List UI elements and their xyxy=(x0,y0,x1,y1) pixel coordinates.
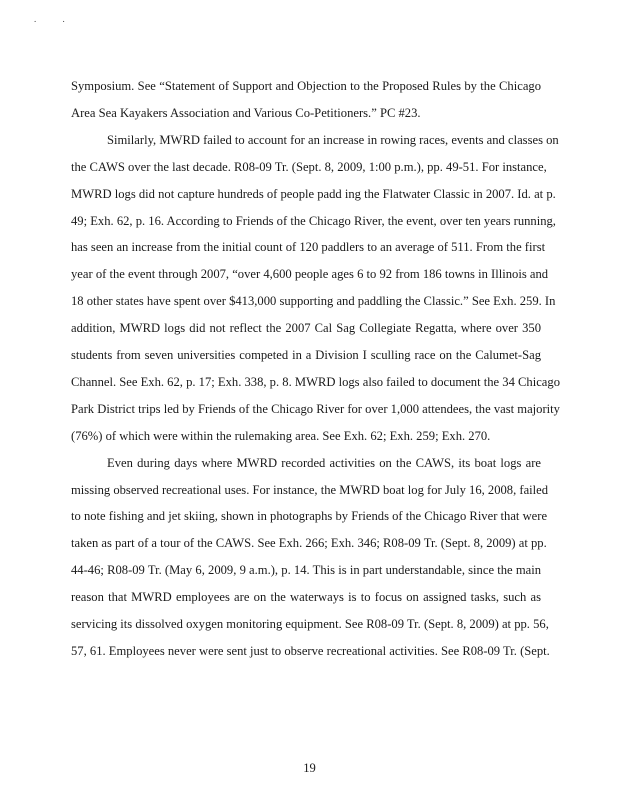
body-line: taken as part of a tour of the CAWS. See Exh. 266; Exh. 346; R08-09 Tr. (Sept. 8, 2009) at pp. xyxy=(71,536,547,551)
body-line: MWRD logs did not capture hundreds of people padd ing the Flatwater Classic in 2007. Id. at p. xyxy=(71,186,556,201)
body-line: 44-46; R08-09 Tr. (May 6, 2009, 9 a.m.), p. 14. This is in part understandable, since the main xyxy=(71,563,541,578)
body-line: (76%) of which were within the rulemaking area. See Exh. 62; Exh. 259; Exh. 270. xyxy=(71,428,491,443)
body-line: missing observed recreational uses. For instance, the MWRD boat log for July 16, 2008, failed xyxy=(71,482,549,497)
body-line: 49; Exh. 62, p. 16. According to Friends of the Chicago River, the event, over ten years running, xyxy=(71,213,556,228)
body-line: servicing its dissolved oxygen monitoring equipment. See R08-09 Tr. (Sept. 8, 2009) at pp. 56, xyxy=(71,617,549,631)
body-line: year of the event through 2007, “over 4,600 people ages 6 to 92 from 186 towns in Illinois and xyxy=(71,267,549,282)
body-line: the CAWS over the last decade. R08-09 Tr. (Sept. 8, 2009, 1:00 p.m.), pp. 49-51. For instance, xyxy=(71,159,547,174)
body-line: 18 other states have spent over $413,000 supporting and paddling the Classic.” See Exh. 259. In xyxy=(71,294,556,309)
body-line: Similarly, MWRD failed to account for an increase in rowing races, events and classes on xyxy=(107,132,559,147)
body-line: addition, MWRD logs did not reflect the 2007 Cal Sag Collegiate Regatta, where over 350 xyxy=(71,321,541,336)
body-line: reason that MWRD employees are on the waterways is to focus on assigned tasks, such as xyxy=(71,590,541,605)
body-line: has seen an increase from the initial count of 120 paddlers to an average of 511. From the first xyxy=(71,240,546,255)
corner-marks: . . xyxy=(34,14,77,24)
body-line: Even during days where MWRD recorded activities on the CAWS, its boat logs are xyxy=(107,455,541,470)
body-line: Park District trips led by Friends of the Chicago River for over 1,000 attendees, the vast majority xyxy=(71,401,560,416)
body-line: to note fishing and jet skiing, shown in photographs by Friends of the Chicago River that were xyxy=(71,509,548,524)
page-number: 19 xyxy=(303,761,316,775)
body-line: Channel. See Exh. 62, p. 17; Exh. 338, p. 8. MWRD logs also failed to document the 34 Chicago xyxy=(71,374,560,389)
body-line: 57, 61. Employees never were sent just to observe recreational activities. See R08-09 Tr. (Sept. xyxy=(71,643,550,658)
body-line: students from seven universities competed in a Division I sculling race on the Calumet-Sag xyxy=(71,348,541,362)
body-line: Area Sea Kayakers Association and Various Co-Petitioners.” PC #23. xyxy=(71,105,421,120)
body-line: Symposium. See “Statement of Support and Objection to the Proposed Rules by the Chicago xyxy=(71,79,541,93)
